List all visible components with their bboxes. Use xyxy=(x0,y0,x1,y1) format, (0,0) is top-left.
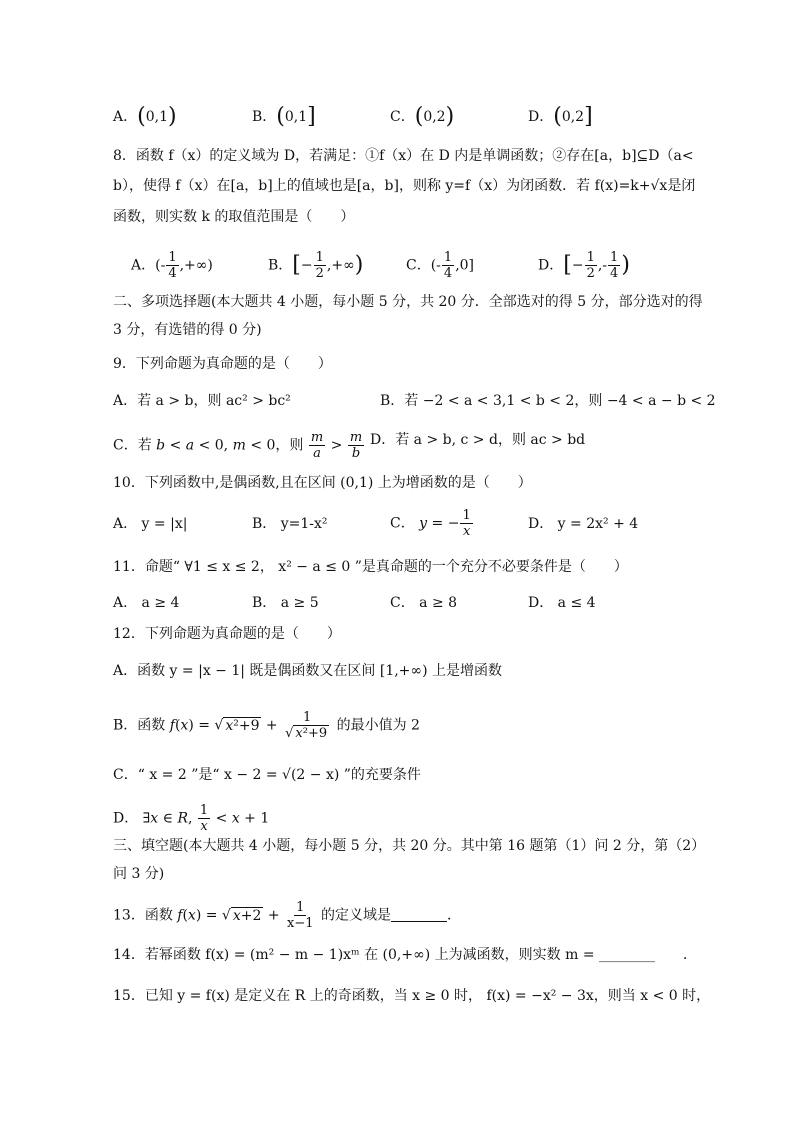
q9-stem: 9．下列命题为真命题的是（ ） xyxy=(113,356,332,372)
q9-option-b: B．若 −2 < a < 3,1 < b < 2，则 −4 < a − b < 2 xyxy=(380,393,716,409)
q10-option-d: D． y = 2x² + 4 xyxy=(528,516,639,532)
q13: 13．函数 f(x) = √ x+2 + $\frac{1}{x-1}$ 的定义域是 ． xyxy=(113,900,461,931)
q10-stem: 10．下列函数中,是偶函数,且在区间 (0,1) 上为增函数的是（ ） xyxy=(113,475,532,491)
q11-option-c: C． a ≥ 8 xyxy=(390,595,458,611)
q15: 15．已知 y = f(x) 是定义在 R 上的奇函数，当 x ≥ 0 时， f(x) = −x² − 3x，则当 x < 0 时， xyxy=(113,988,711,1004)
section3-line1: 三、填空题(本大题共 4 小题，每小题 5 分，共 20 分。其中第 16 题第（1）问 2 分，第（2） xyxy=(113,838,706,854)
q10-option-b: B． y=1-x² xyxy=(252,516,328,532)
section2-line1: 二、多项选择题(本大题共 4 小题，每小题 5 分，共 20 分．全部选对的得 5 分，部分选对的得 xyxy=(113,294,703,310)
q8-option-a: A．(- $\frac{1}{4}$ ,+∞) xyxy=(131,250,213,281)
q10-option-c: C． y = − $\frac{1}{x}$ xyxy=(390,508,471,539)
q12-option-c: C．“ x = 2 ”是“ x − 2 = √(2 − x) ”的充要条件 xyxy=(113,767,421,783)
q14: 14．若幂函数 f(x) = (m² − m − 1)xᵐ 在 (0,+∞) 上为减函数，则实数 m = ________ ． xyxy=(113,947,698,963)
q11-option-d: D． a ≤ 4 xyxy=(528,595,596,611)
q8-option-c: C．(- $\frac{1}{4}$ ,0] xyxy=(406,250,475,281)
section2-line2: 3 分，有选错的得 0 分) xyxy=(113,322,262,338)
q9-option-d: D．若 a > b, c > d，则 ac > bd xyxy=(370,432,586,448)
q7-option-a: A．(0,1) xyxy=(113,104,177,129)
q8-option-d: D．[− $\frac{1}{2}$ ,- $\frac{1}{4}$ ) xyxy=(538,250,630,281)
q11-option-a: A． a ≥ 4 xyxy=(113,595,180,611)
q7-option-b: B．(0,1] xyxy=(252,104,316,129)
q12-option-b: B．函数 f(x) = √ x²+9 + $\frac{1}{\text{√ x²+9}}$ 的最小值为 2 xyxy=(113,710,420,741)
q8-line2: b），使得 f（x）在[a，b]上的值域也是[a，b]，则称 y=f（x）为闭函数．若 f(x)=k+√x是闭 xyxy=(113,178,696,194)
q9-option-a: A．若 a > b，则 ac² > bc² xyxy=(113,393,291,409)
q7-option-c: C．(0,2) xyxy=(390,104,455,129)
q10-option-a: A． y = |x| xyxy=(113,516,188,532)
q8-line3: 函数，则实数 k 的取值范围是（ ） xyxy=(113,209,355,225)
q12-stem: 12．下列命题为真命题的是（ ） xyxy=(113,626,341,642)
q9-option-c: C．若 b < a < 0, m < 0，则 $\frac{m}{a}$ > $\frac{m}{b}$ xyxy=(113,430,363,461)
q8-line1: 8．函数 f（x）的定义域为 D，若满足：①f（x）在 D 内是单调函数；②存在[a，b]⊆D（a< xyxy=(113,148,694,164)
q12-option-d: D． ∃x ∈ R, $\frac{1}{x}$ < x + 1 xyxy=(113,803,270,834)
q11-option-b: B． a ≥ 5 xyxy=(252,595,319,611)
section3-line2: 问 3 分) xyxy=(113,866,165,882)
q11-stem: 11．命题“ ∀1 ≤ x ≤ 2， x² − a ≤ 0 ”是真命题的一个充分不必要条件是（ ） xyxy=(113,559,628,575)
q8-option-b: B．[− $\frac{1}{2}$ ,+∞) xyxy=(268,250,364,281)
q7-option-d: D．(0,2] xyxy=(528,104,593,129)
q12-option-a: A．函数 y = |x − 1| 既是偶函数又在区间 [1,+∞) 上是增函数 xyxy=(113,663,502,679)
